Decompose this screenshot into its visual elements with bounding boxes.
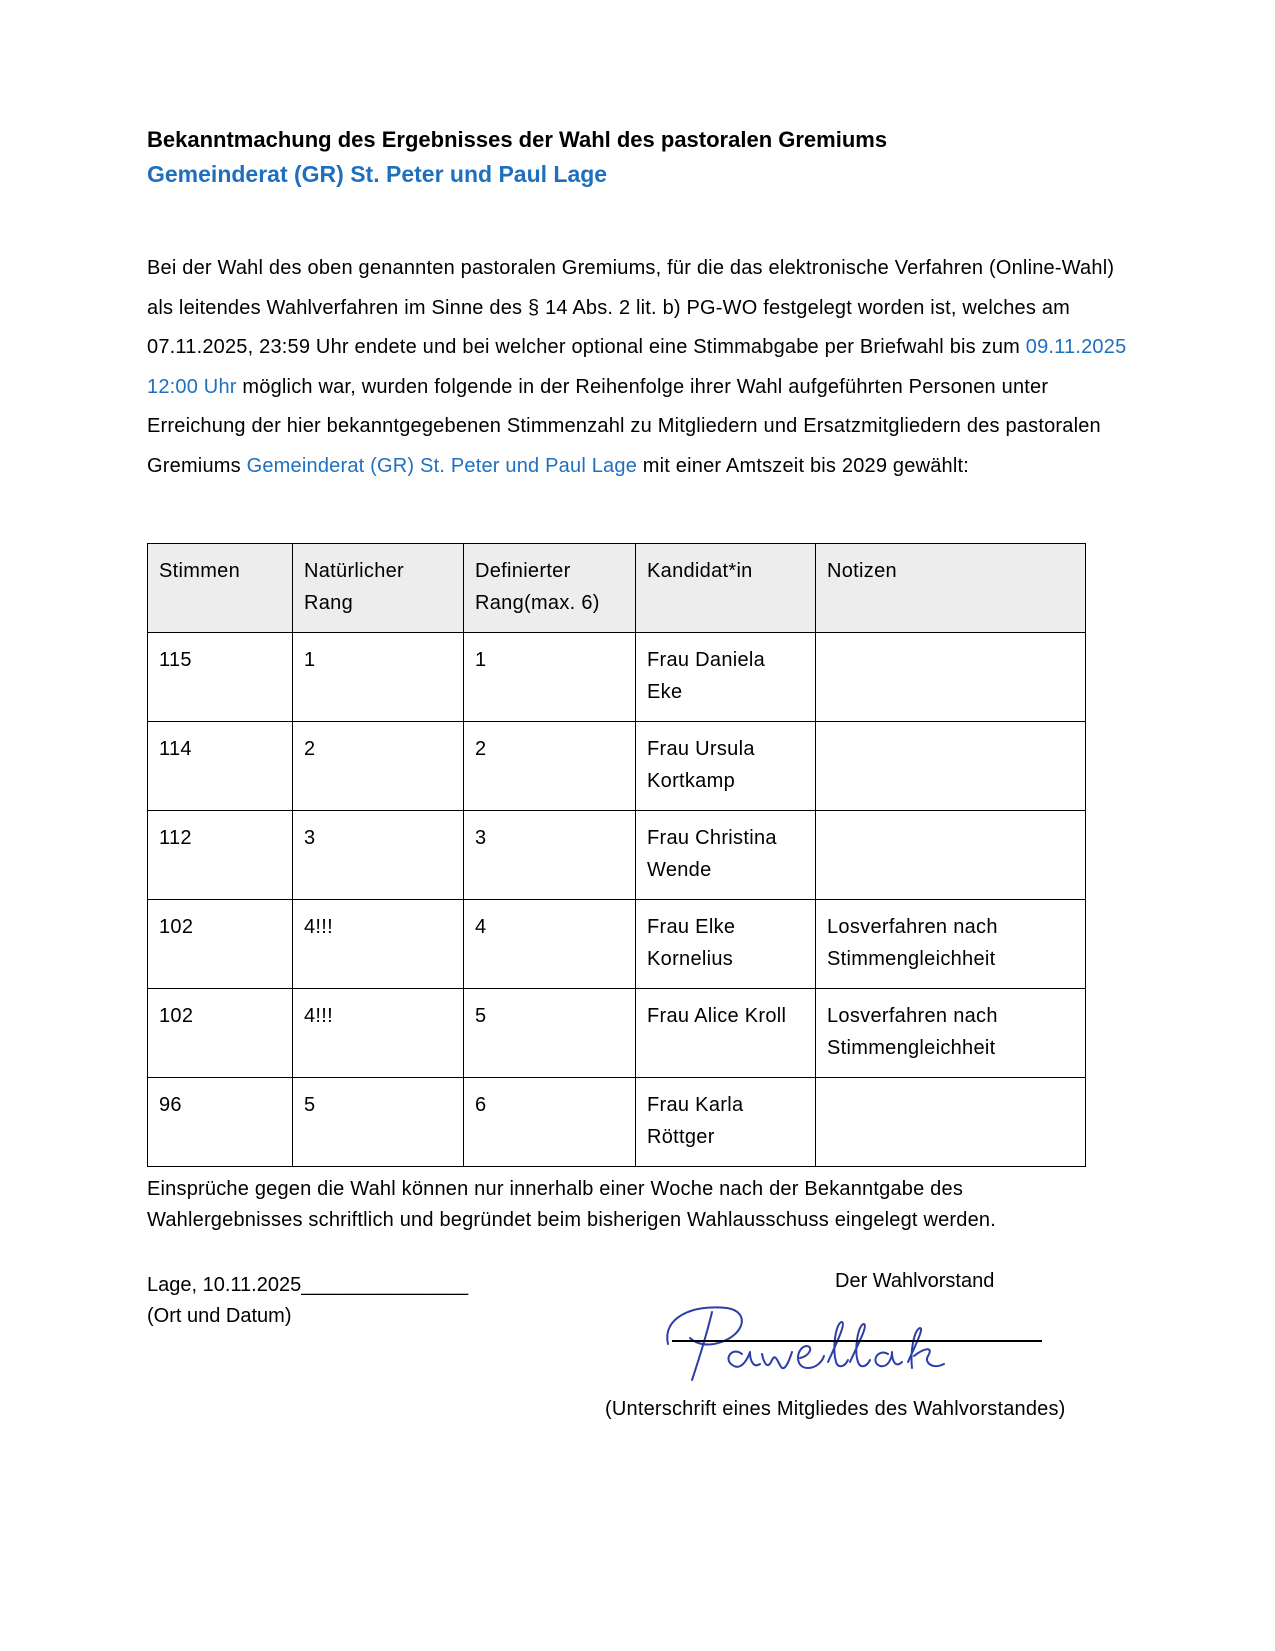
election-board-label: Der Wahlvorstand (835, 1270, 995, 1292)
table-row (148, 1078, 1086, 1167)
cell-candidate: Frau Karla Röttger (636, 1078, 816, 1167)
cell-defined-rank: 4 (464, 900, 636, 989)
table-row (148, 722, 1086, 811)
cell-candidate: Frau Daniela Eke (636, 633, 816, 722)
cell-natural-rank: 4!!! (293, 989, 464, 1078)
header-natural-rank: Natürlicher Rang (293, 544, 464, 633)
cell-natural-rank: 4!!! (293, 900, 464, 989)
cell-votes: 102 (148, 900, 293, 989)
intro-paragraph (147, 249, 1127, 486)
cell-candidate: Frau Elke Kornelius (636, 900, 816, 989)
cell-natural-rank: 2 (293, 722, 464, 811)
handwritten-signature (652, 1298, 1002, 1388)
cell-defined-rank: 6 (464, 1078, 636, 1167)
cell-candidate: Frau Christina Wende (636, 811, 816, 900)
document-title: Bekanntmachung des Ergebnisses der Wahl des pastoralen Gremiums (147, 127, 888, 152)
place-date-label: (Ort und Datum) (147, 1305, 292, 1327)
cell-notes: Losverfahren nach Stimmengleichheit (816, 900, 1086, 989)
place-date-block (147, 1270, 468, 1332)
intro-text-3: mit einer Amtszeit bis 2029 gewählt: (637, 454, 970, 477)
signature-line (672, 1340, 1042, 1342)
cell-notes (816, 1078, 1086, 1167)
header-candidate: Kandidat*in (636, 544, 816, 633)
place-date: Lage, 10.11.2025_______________ (147, 1274, 469, 1296)
cell-defined-rank: 5 (464, 989, 636, 1078)
header-notes: Notizen (816, 544, 1086, 633)
objection-notice: Einsprüche gegen die Wahl können nur innerhalb einer Woche nach der Bekanntgabe des Wahlergebnisses schriftlich und begründet beim bisherigen Wahlausschuss eingelegt werden. (147, 1178, 997, 1231)
cell-notes: Losverfahren nach Stimmengleichheit (816, 989, 1086, 1078)
cell-notes (816, 722, 1086, 811)
cell-natural-rank: 1 (293, 633, 464, 722)
header-votes: Stimmen (148, 544, 293, 633)
cell-natural-rank: 5 (293, 1078, 464, 1167)
table-row (148, 900, 1086, 989)
council-name: Gemeinderat (GR) St. Peter und Paul Lage (246, 454, 638, 477)
cell-candidate: Frau Alice Kroll (636, 989, 816, 1078)
cell-natural-rank: 3 (293, 811, 464, 900)
cell-votes: 114 (148, 722, 293, 811)
signature-label: (Unterschrift eines Mitgliedes des Wahlvorstandes) (605, 1398, 1066, 1420)
cell-defined-rank: 1 (464, 633, 636, 722)
table-row (148, 633, 1086, 722)
postal-vote-deadline: 09.11.2025 12:00 Uhr (147, 336, 1127, 398)
intro-text-1: Bei der Wahl des oben genannten pastoralen Gremiums, für die das elektronische Verfahren (Online-Wahl) als leitendes Wahlverfahren im Sinne des § 14 Abs. 2 lit. b) PG-WO festgelegt worden ist, welches am 07.11.2025, 23:59 Uhr endete und bei welcher optional eine Stimmabgabe per Briefwahl bis zum (147, 257, 1115, 358)
cell-votes: 112 (148, 811, 293, 900)
cell-candidate: Frau Ursula Kortkamp (636, 722, 816, 811)
table-row (148, 811, 1086, 900)
cell-notes (816, 633, 1086, 722)
table-row (148, 989, 1086, 1078)
cell-votes: 96 (148, 1078, 293, 1167)
intro-text-2: möglich war, wurden folgende in der Reihenfolge ihrer Wahl aufgeführten Personen unter Erreichung der hier bekanntgegebenen Stimmenzahl zu Mitgliedern und Ersatzmitgliedern des pastoralen Gremiums (147, 375, 1101, 477)
cell-defined-rank: 2 (464, 722, 636, 811)
cell-defined-rank: 3 (464, 811, 636, 900)
header-defined-rank: Definierter Rang(max. 6) (464, 544, 636, 633)
document-subtitle: Gemeinderat (GR) St. Peter und Paul Lage (147, 161, 608, 187)
results-table (147, 543, 1086, 1167)
table-header-row (148, 544, 1086, 633)
cell-votes: 115 (148, 633, 293, 722)
cell-notes (816, 811, 1086, 900)
cell-votes: 102 (148, 989, 293, 1078)
